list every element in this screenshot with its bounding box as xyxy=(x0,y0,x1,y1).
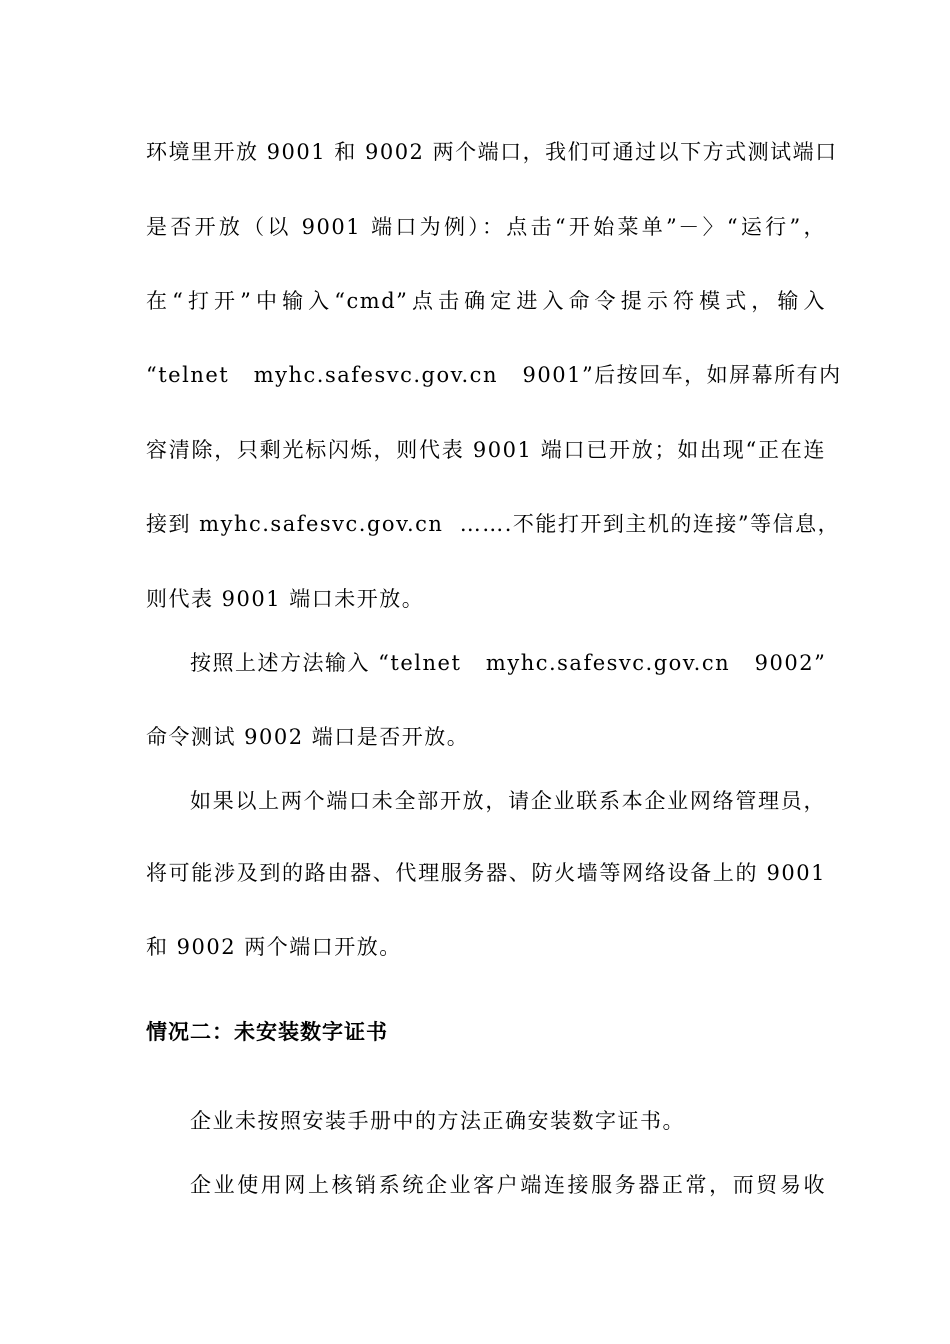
paragraph-line: 命令测试 9002 端口是否开放。 xyxy=(146,725,470,749)
paragraph-line: 接到 myhc.safesvc.gov.cn …….不能打开到主机的连接”等信息， xyxy=(146,512,841,536)
paragraph-line: 企业未按照安装手册中的方法正确安装数字证书。 xyxy=(190,1109,685,1133)
paragraph-line: 和 9002 两个端口开放。 xyxy=(146,935,402,959)
paragraph-line: 则代表 9001 端口未开放。 xyxy=(146,587,425,611)
paragraph-line: 在“打开”中输入“cmd”点击确定进入命令提示符模式，输入 xyxy=(146,289,826,313)
paragraph-line: “telnet myhc.safesvc.gov.cn 9001”后按回车，如屏幕所有内 xyxy=(146,363,842,387)
paragraph-line: 容清除，只剩光标闪烁，则代表 9001 端口已开放；如出现“正在连 xyxy=(146,438,826,462)
paragraph-line: 是否开放（以 9001 端口为例）：点击“开始菜单”－〉“运行”， xyxy=(146,215,826,239)
paragraph-line: 将可能涉及到的路由器、代理服务器、防火墙等网络设备上的 9001 xyxy=(146,861,826,885)
section-heading: 情况二：未安装数字证书 xyxy=(146,1020,388,1044)
paragraph-line: 企业使用网上核销系统企业客户端连接服务器正常，而贸易收 xyxy=(190,1173,826,1197)
paragraph-line: 按照上述方法输入 “telnet myhc.safesvc.gov.cn 9002” xyxy=(190,651,827,675)
paragraph-line: 如果以上两个端口未全部开放，请企业联系本企业网络管理员， xyxy=(190,789,826,813)
paragraph-line: 环境里开放 9001 和 9002 两个端口，我们可通过以下方式测试端口 xyxy=(146,140,838,164)
